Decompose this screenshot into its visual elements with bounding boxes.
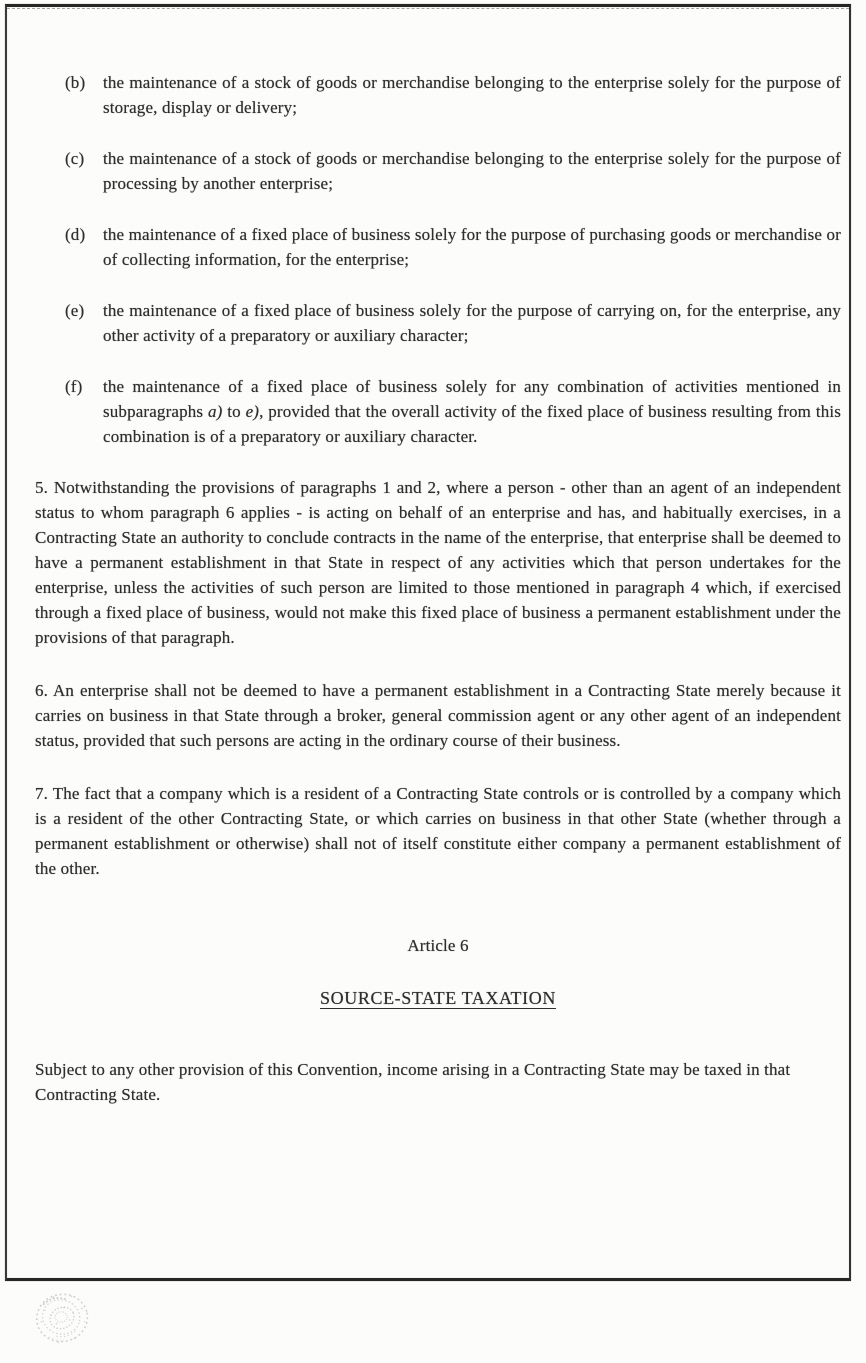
article-heading: Article 6 xyxy=(407,936,469,955)
subparagraph-label: (d) xyxy=(65,225,86,244)
subparagraph-text: the maintenance of a stock of goods or merchandise belonging to the enterprise solely for the purpose of processing by another enterprise; xyxy=(103,149,841,193)
document-body xyxy=(14,14,855,1107)
subparagraph-label: (c) xyxy=(65,149,85,168)
circular-ink-stamp-icon xyxy=(30,1284,96,1350)
subparagraph-label: (e) xyxy=(65,301,85,320)
subparagraph-label: (f) xyxy=(65,377,83,396)
subparagraph-label: (b) xyxy=(65,73,86,92)
subparagraph-text xyxy=(103,374,841,449)
paragraph-7: 7. The fact that a company which is a resident of a Contracting State controls or is controlled by a company which is a resident of the other Contracting State, or which carries on business in that other State (whether through a permanent establishment or otherwise) shall not of itself constitute either company a permanent establishment of the other. xyxy=(35,784,841,878)
subparagraph-c xyxy=(65,146,841,196)
subparagraph-ref-a: a) xyxy=(207,402,223,421)
subparagraph-text: the maintenance of a fixed place of business solely for the purpose of carrying on, for the enterprise, any other activity of a preparatory or auxiliary character; xyxy=(103,301,841,345)
section-heading: SOURCE-STATE TAXATION xyxy=(320,988,556,1008)
page-border-frame xyxy=(5,4,851,1281)
subparagraph-ref-e: e) xyxy=(245,402,260,421)
subparagraph-f-part2: to xyxy=(222,402,246,421)
subparagraph-d xyxy=(65,222,841,272)
closing-paragraph: Subject to any other provision of this Convention, income arising in a Contracting State may be taxed in that Contracting State. xyxy=(35,1060,791,1104)
subparagraph-f xyxy=(65,374,841,449)
subparagraph-text: the maintenance of a fixed place of business solely for the purpose of purchasing goods or merchandise or of collecting information, for the enterprise; xyxy=(103,225,841,269)
subparagraph-b xyxy=(65,70,841,120)
subparagraph-f-part3: , provided that the overall activity of the fixed place of business resulting from this combination is of a preparatory or auxiliary character. xyxy=(103,402,841,446)
paragraph-6: 6. An enterprise shall not be deemed to have a permanent establishment in a Contracting State merely because it carries on business in that State through a broker, general commission agent or any other agent of an independent status, provided that such persons are acting in the ordinary course of their business. xyxy=(35,681,841,750)
paragraph-5: 5. Notwithstanding the provisions of paragraphs 1 and 2, where a person - other than an agent of an independent status to whom paragraph 6 applies - is acting on behalf of an enterprise and has, and habitually exercises, in a Contracting State an authority to conclude contracts in the name of the enterprise, that enterprise shall be deemed to have a permanent establishment in that State in respect of any activities which that person undertakes for the enterprise, unless the activities of such person are limited to those mentioned in paragraph 4 which, if exercised through a fixed place of business, would not make this fixed place of business a permanent establishment under the provisions of that paragraph. xyxy=(35,478,841,647)
subparagraph-e xyxy=(65,298,841,348)
subparagraph-text: the maintenance of a stock of goods or merchandise belonging to the enterprise solely for the purpose of storage, display or delivery; xyxy=(103,73,841,117)
subparagraph-f-part1: the maintenance of a fixed place of business solely for any combination of activities mentioned in subparagraphs xyxy=(103,377,841,421)
